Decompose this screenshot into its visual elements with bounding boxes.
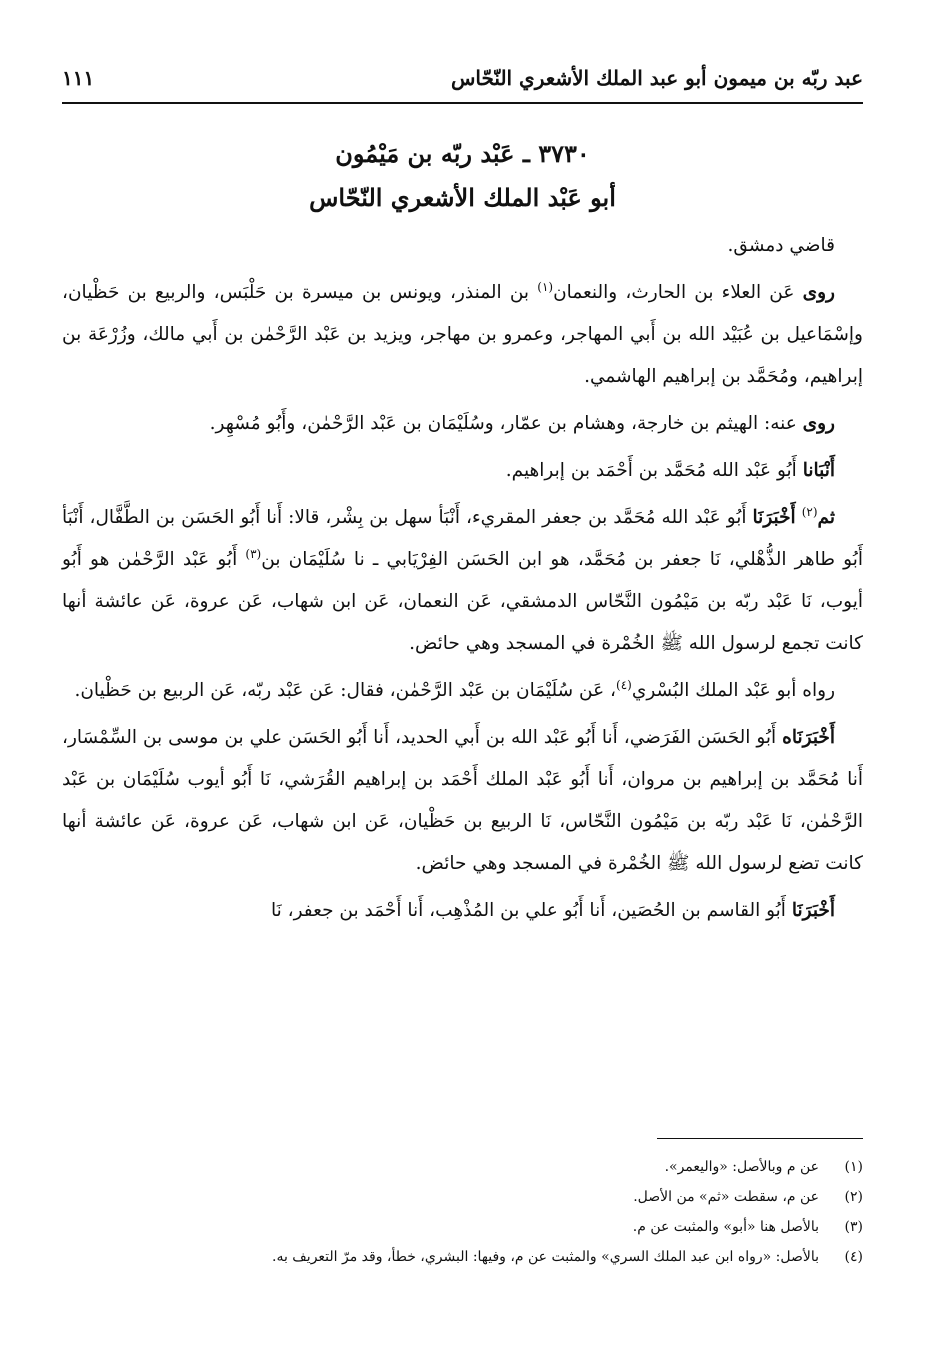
paragraph-lead-word: روى [802, 413, 835, 434]
paragraph-text: بن المنذر، ويونس بن ميسرة بن حَلْبَس، والربيع بن حَظْيان، وإسْمَاعيل بن عُبَيْد الله بن أَبي المهاجر، وعمرو بن مهاجر، ويزيد بن عَبْد الرَّحْمٰن بن أَبي مالك، وزُرْعَة بن إبراهيم، ومُحَمَّد بن إبراهيم الهاشمي. [62, 282, 863, 387]
footnote-item [62, 1212, 863, 1242]
paragraph-text: أَبُو عَبْد الرَّحْمٰن هو أَبُو أيوب، نَا عَبْد ربّه بن مَيْمُون النَّحّاس الدمشقي، عَن النعمان، عَن ابن شهاب، عَن عروة، عَن عائشة أنها كانت تجمع لرسول الله ﷺ الخُمْرة في المسجد وهي حائض. [62, 549, 863, 654]
footnote-text: عن م، سقطت «ثم» من الأصل. [633, 1189, 819, 1205]
paragraph-isnad-4 [62, 890, 863, 932]
paragraph-lead-word: أَنْبَانا [802, 460, 835, 481]
paragraph-intro [62, 225, 863, 267]
paragraph-text: ، عَن سُلَيْمَان بن عَبْد الرَّحْمٰن، فقال: عَن عَبْد ربّه، عَن الربيع بن حَظْيان. [74, 680, 617, 701]
entry-heading-line-2: أبو عَبْد الملك الأشعري النّحّاس [309, 183, 616, 212]
paragraph-text: قاضي دمشق. [727, 235, 835, 256]
running-header [62, 62, 863, 104]
paragraph-text: أَبُو الحَسَن الفَرَضي، أَنا أَبُو عَبْد الله بن أَبي الحديد، أَنا أَبُو الحَسَن علي بن موسى بن السِّمْسَار، أَنا مُحَمَّد بن إبراهيم بن مروان، أَنا أَبُو عَبْد الملك أَحْمَد بن إبراهيم القُرَشي، نَا أَبُو أيوب سُلَيْمَان بن عَبْد الرَّحْمٰن، نَا عَبْد ربّه بن مَيْمُون النَّحّاس، نَا الربيع بن حَظْيان، عَن ابن شهاب، عَن عروة، عَن عائشة أنها كانت تضع لرسول الله ﷺ الخُمْرة في المسجد وهي حائض. [62, 727, 863, 874]
entry-heading-line-1: ٣٧٣٠ ـ عَبْد ربّه بن مَيْمُون [335, 139, 590, 168]
footnote-number: (١) [844, 1159, 863, 1175]
paragraph-teachers [62, 272, 863, 398]
footnote-number: (٣) [844, 1219, 863, 1235]
footnote-ref[interactable]: (٤) [616, 677, 632, 692]
footnote-item [62, 1182, 863, 1212]
paragraph-lead-word: أَخْبَرَنَا [791, 900, 835, 921]
footnote-number: (٢) [844, 1189, 863, 1205]
paragraph-text: أَبُو عَبْد الله مُحَمَّد بن جعفر المقريء، أَنْبَأ سهل بن بِشْر، قالا: أَنا أَبُو الحَسَن بن الطَّفَّال، أَنْبَأ أَبُو طاهر الذُّهْلي، نَا جعفر بن مُحَمَّد، هو ابن الحَسَن الفِرْيَابي ـ نا سُلَيْمَان بن [62, 507, 863, 570]
paragraph-text: أَبُو عَبْد الله مُحَمَّد بن أَحْمَد بن إبراهيم. [505, 460, 797, 481]
footnote-text: عن م وبالأصل: «واليعمر». [664, 1159, 819, 1175]
paragraph-lead-word: ثم [817, 507, 835, 528]
paragraph-isnad-1 [62, 450, 863, 492]
footnote-ref[interactable]: (١) [537, 279, 554, 294]
paragraph-text: عَن العلاء بن الحارث، والنعمان [553, 282, 795, 303]
paragraph-lead-word: أَخْبَرَنَاه [782, 727, 836, 748]
paragraph-isnad-2 [62, 497, 863, 665]
paragraph-text: عنه: الهيثم بن خارجة، وهشام بن عمّار، وسُلَيْمَان بن عَبْد الرَّحْمٰن، وأَبُو مُسْهِر. [209, 413, 797, 434]
footnotes [62, 1152, 863, 1272]
paragraph-students [62, 403, 863, 445]
footnote-item [62, 1242, 863, 1272]
paragraph-isnad-3 [62, 717, 863, 885]
paragraph-lead-word: روى [802, 282, 835, 303]
footnote-ref[interactable]: (٢) [801, 504, 818, 519]
entry-heading [62, 132, 863, 220]
running-title: عبد ربّه بن ميمون أبو عبد الملك الأشعري النّحّاس [450, 66, 863, 90]
paragraph-lead-word: أَخْبَرَنَا [752, 507, 796, 528]
paragraph-text: أَبُو القاسم بن الحُصَين، أَنا أَبُو علي بن المُذْهِب، أَنا أَحْمَد بن جعفر، نَا [270, 900, 786, 921]
paragraph-narration [62, 670, 863, 712]
page-number: ١١١ [62, 66, 95, 90]
footnote-ref[interactable]: (٣) [245, 546, 262, 561]
footnote-text: بالأصل: «رواه ابن عبد الملك السري» والمثبت عن م، وفيها: البشري، خطأ، وقد مرّ التعريف به. [272, 1249, 819, 1265]
paragraph-text: رواه أبو عَبْد الملك البُسْري [631, 680, 835, 701]
footnote-text: بالأصل هنا «أبو» والمثبت عن م. [632, 1219, 819, 1235]
footnote-divider [657, 1138, 863, 1139]
body-text [62, 225, 863, 937]
footnote-item [62, 1152, 863, 1182]
footnote-number: (٤) [844, 1249, 863, 1265]
